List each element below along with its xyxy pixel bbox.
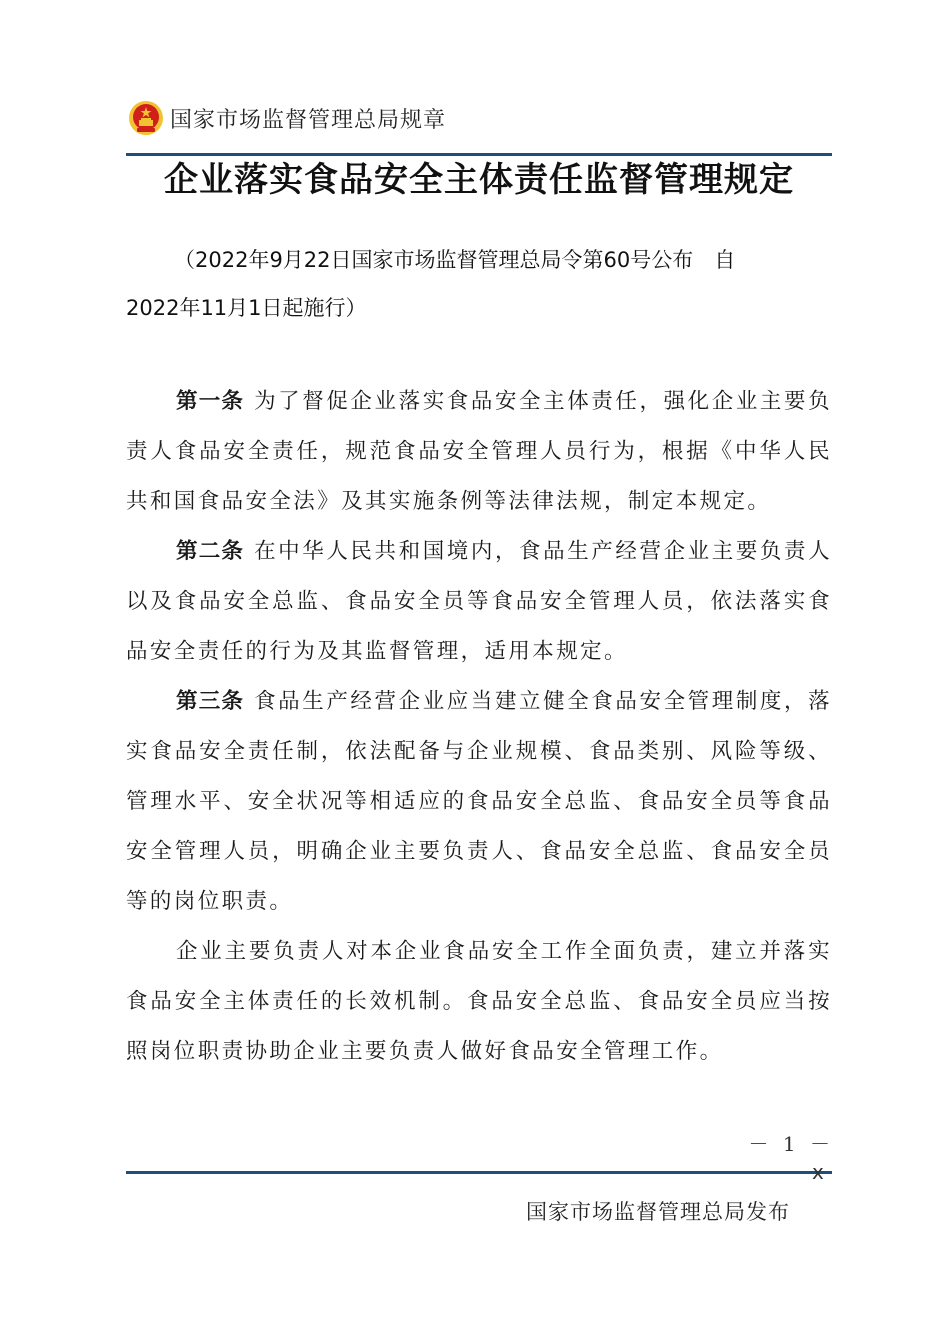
close-mark: x <box>812 1160 824 1184</box>
promulgation-line-2: 2022年11月1日起施行） <box>126 296 367 320</box>
document-title: 企业落实食品安全主体责任监督管理规定 <box>164 160 794 200</box>
page-number: － 1 － <box>748 1132 834 1156</box>
article-label: 第三条 <box>176 689 245 714</box>
document-body <box>126 377 832 1077</box>
document-header <box>128 98 446 138</box>
article-3 <box>126 677 832 927</box>
header-title: 国家市场监督管理总局规章 <box>170 107 447 133</box>
article-text: 为了督促企业落实食品安全主体责任，强化企业主要负责人食品安全责任，规范食品安全管理人员行为，根据《中华人民共和国食品安全法》及其实施条例等法律法规，制定本规定。 <box>126 389 832 514</box>
article-label: 第二条 <box>176 539 245 564</box>
article-label: 第一条 <box>176 389 245 414</box>
publisher-footer: 国家市场监督管理总局发布 <box>526 1200 790 1224</box>
promulgation-line-1: （2022年9月22日国家市场监督管理总局令第60号公布 自 <box>174 248 736 272</box>
national-emblem-icon <box>128 100 164 136</box>
article-text: 食品生产经营企业应当建立健全食品安全管理制度，落实食品安全责任制，依法配备与企业规模、食品类别、风险等级、管理水平、安全状况等相适应的食品安全总监、食品安全员等食品安全管理人员，明确企业主要负责人、食品安全总监、食品安全员等的岗位职责。 <box>126 689 832 914</box>
article-2 <box>126 527 832 677</box>
article-3-paragraph-2: 企业主要负责人对本企业食品安全工作全面负责，建立并落实食品安全主体责任的长效机制。食品安全总监、食品安全员应当按照岗位职责协助企业主要负责人做好食品安全管理工作。 <box>126 939 832 1064</box>
article-1 <box>126 377 832 527</box>
bottom-divider <box>126 1171 832 1174</box>
promulgation-note <box>126 236 832 332</box>
article-text: 在中华人民共和国境内，食品生产经营企业主要负责人以及食品安全总监、食品安全员等食品安全管理人员，依法落实食品安全责任的行为及其监督管理，适用本规定。 <box>126 539 832 664</box>
